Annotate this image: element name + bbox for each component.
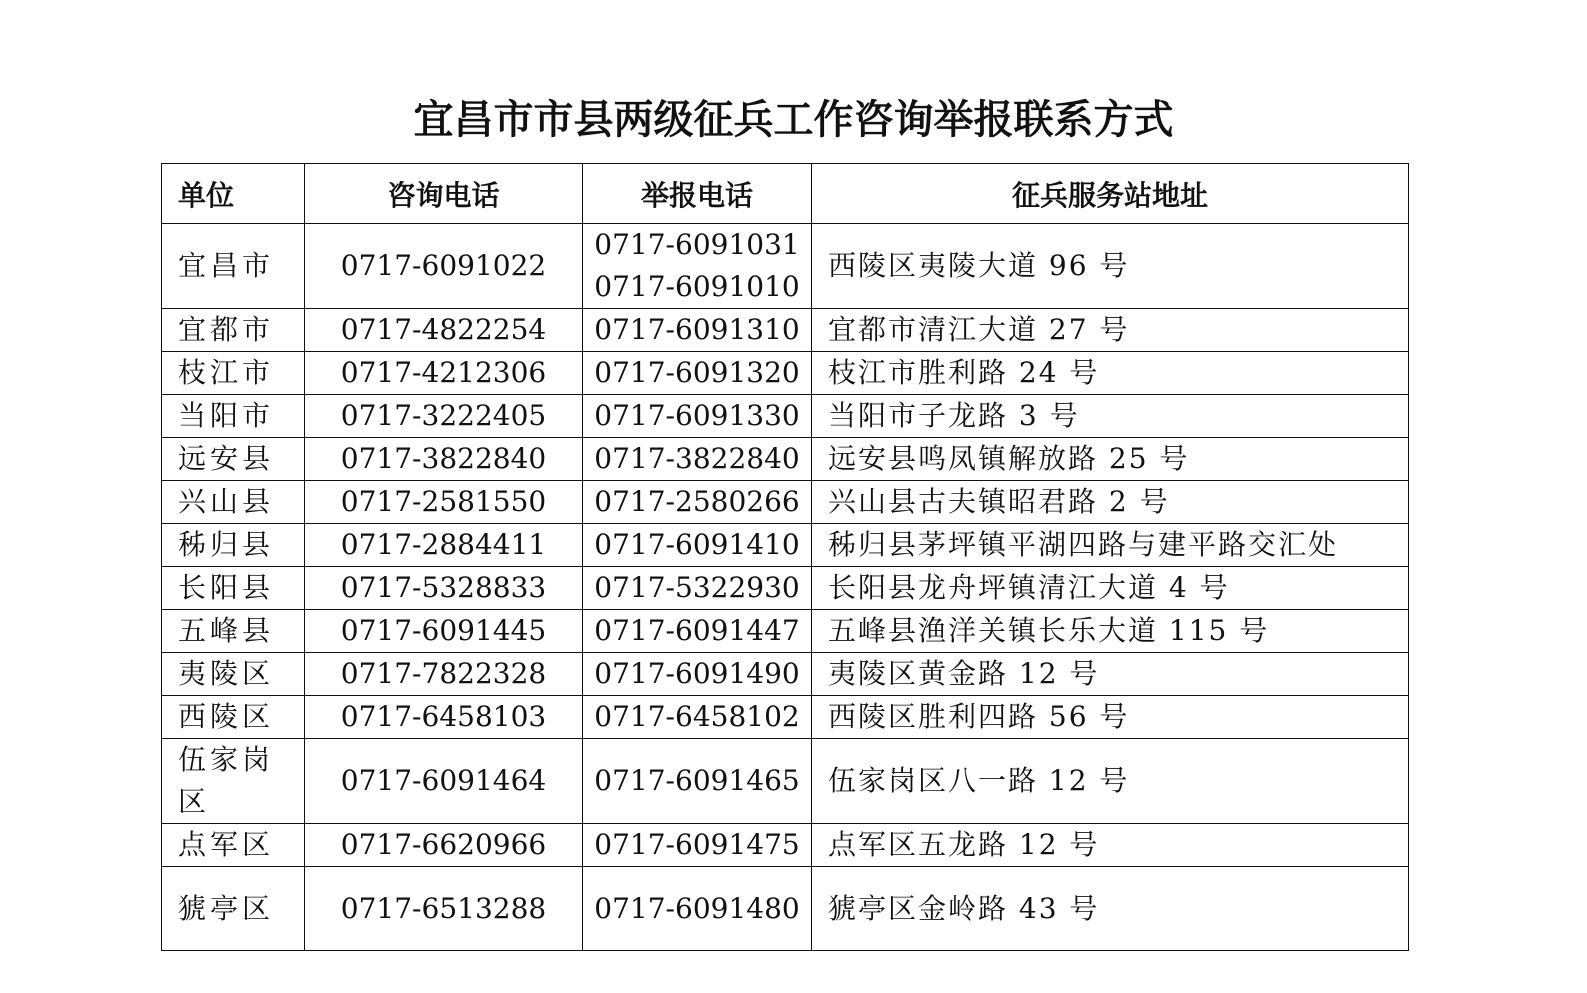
table-row [162,524,1409,567]
unit-cell: 五峰县 [162,610,305,653]
report-phone-cell [583,224,812,309]
consult-phone-cell: 0717-6458103 [305,696,583,739]
consult-phone-cell: 0717-4822254 [305,309,583,352]
report-phone: 0717-6091410 [594,528,800,561]
page-title: 宜昌市市县两级征兵工作咨询举报联系方式 [413,97,1174,143]
report-phone-cell [583,352,812,395]
report-phone: 0717-6091490 [594,657,800,690]
unit-cell: 秭归县 [162,524,305,567]
report-phone: 0717-6091320 [594,356,800,389]
report-phone-cell [583,867,812,951]
consult-phone-cell: 0717-6513288 [305,867,583,951]
unit-cell: 长阳县 [162,567,305,610]
report-phone: 0717-6091010 [594,270,800,303]
unit-cell: 枝江市 [162,352,305,395]
address-cell: 远安县鸣凤镇解放路 25 号 [812,438,1409,481]
consult-phone-cell: 0717-6091445 [305,610,583,653]
report-phone-cell [583,567,812,610]
report-phone: 0717-6091465 [594,764,800,797]
table-row [162,438,1409,481]
consult-phone-cell: 0717-4212306 [305,352,583,395]
report-phone: 0717-6091330 [594,399,800,432]
unit-cell: 兴山县 [162,481,305,524]
unit-cell: 当阳市 [162,395,305,438]
address-cell: 宜都市清江大道 27 号 [812,309,1409,352]
report-phone: 0717-6091480 [594,891,800,925]
table-row [162,309,1409,352]
unit-cell: 夷陵区 [162,653,305,696]
report-phone: 0717-6091447 [594,614,800,647]
table-row [162,395,1409,438]
table-row [162,739,1409,824]
table-row [162,696,1409,739]
report-phone: 0717-6091475 [594,828,800,861]
report-phone-cell [583,824,812,867]
consult-phone-cell: 0717-2884411 [305,524,583,567]
unit-cell: 点军区 [162,824,305,867]
report-phone-cell [583,524,812,567]
address-cell: 长阳县龙舟坪镇清江大道 4 号 [812,567,1409,610]
consult-phone-cell: 0717-5328833 [305,567,583,610]
consult-phone-cell: 0717-7822328 [305,653,583,696]
unit-cell: 伍家岗区 [162,739,305,824]
report-phone-cell [583,481,812,524]
report-phone: 0717-6091031 [594,228,800,261]
table-row [162,867,1409,951]
address-cell: 夷陵区黄金路 12 号 [812,653,1409,696]
table-row [162,481,1409,524]
report-phone: 0717-6458102 [594,700,800,733]
unit-cell: 西陵区 [162,696,305,739]
address-cell: 西陵区胜利四路 56 号 [812,696,1409,739]
address-cell: 伍家岗区八一路 12 号 [812,739,1409,824]
report-phone-cell [583,395,812,438]
table-row [162,352,1409,395]
table-row [162,610,1409,653]
report-phone-cell [583,653,812,696]
report-phone: 0717-2580266 [594,485,800,518]
report-phone-cell [583,696,812,739]
table-row [162,824,1409,867]
report-phone-cell [583,610,812,653]
consult-phone-cell: 0717-6620966 [305,824,583,867]
header-report-phone: 举报电话 [583,164,812,224]
report-phone: 0717-3822840 [594,442,800,475]
consult-phone-cell: 0717-3222405 [305,395,583,438]
address-cell: 西陵区夷陵大道 96 号 [812,224,1409,309]
unit-cell: 猇亭区 [162,867,305,951]
report-phone-cell [583,438,812,481]
unit-cell: 远安县 [162,438,305,481]
consult-phone-cell: 0717-2581550 [305,481,583,524]
unit-cell: 宜昌市 [162,224,305,309]
address-cell: 秭归县茅坪镇平湖四路与建平路交汇处 [812,524,1409,567]
consult-phone-cell: 0717-3822840 [305,438,583,481]
header-address: 征兵服务站地址 [812,164,1409,224]
address-cell: 五峰县渔洋关镇长乐大道 115 号 [812,610,1409,653]
header-row [162,164,1409,224]
consult-phone-cell: 0717-6091022 [305,224,583,309]
contact-table [161,163,1409,951]
table-row [162,224,1409,309]
address-cell: 猇亭区金岭路 43 号 [812,867,1409,951]
table-row [162,567,1409,610]
report-phone: 0717-6091310 [594,313,800,346]
address-cell: 枝江市胜利路 24 号 [812,352,1409,395]
header-unit: 单位 [162,164,305,224]
address-cell: 当阳市子龙路 3 号 [812,395,1409,438]
address-cell: 兴山县古夫镇昭君路 2 号 [812,481,1409,524]
report-phone-cell [583,309,812,352]
report-phone-cell [583,739,812,824]
table-row [162,653,1409,696]
table-body [162,224,1409,951]
unit-cell: 宜都市 [162,309,305,352]
report-phone: 0717-5322930 [594,571,800,604]
address-cell: 点军区五龙路 12 号 [812,824,1409,867]
header-consult-phone: 咨询电话 [305,164,583,224]
consult-phone-cell: 0717-6091464 [305,739,583,824]
